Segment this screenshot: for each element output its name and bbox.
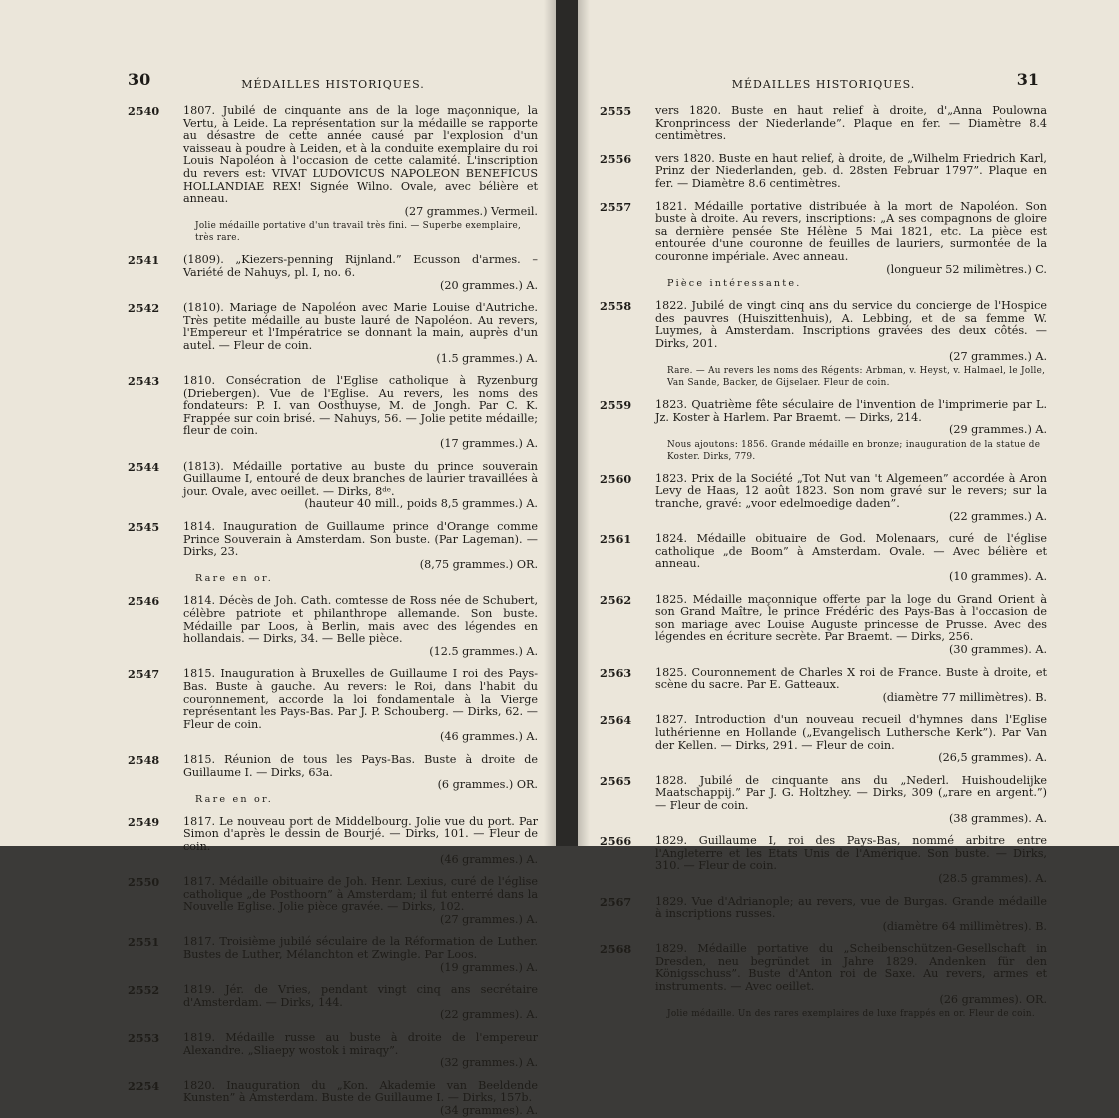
lot-description: 1815. Réunion de tous les Pays-Bas. Buste à droite de Guillaume I. — Dirks, 63a. (183, 752, 538, 779)
lot-weight: (10 grammes). A. (948, 570, 1047, 584)
lot-note: Rare en or. (195, 793, 273, 805)
lot-number: 2568 (600, 942, 632, 957)
lot-weight: (1.5 grammes.) A. (436, 351, 538, 365)
catalog-entry (128, 1032, 538, 1070)
lot-note: Rare en or. (195, 573, 273, 585)
lot-description: 1819. Médaille russe au buste à droite de l'empereur Alexandre. „Sliaepy wostok i miraqy”. (183, 1031, 538, 1057)
book-gutter (556, 0, 578, 846)
lot-note: Jolie médaille portative d'un travail très fini. — Superbe exemplaire, très rare. (195, 221, 522, 244)
lot-number: 2549 (128, 814, 160, 829)
catalog-entry (128, 302, 538, 365)
lot-number: 2564 (600, 713, 632, 728)
lot-note: Jolie médaille. Un des rares exemplaires de luxe frappés en or. Fleur de coin. (667, 1009, 1035, 1020)
lot-number: 2557 (600, 199, 632, 214)
lot-number: 2560 (600, 471, 632, 486)
lot-weight: (38 grammes). A. (948, 811, 1047, 825)
catalog-entry (128, 754, 538, 806)
lot-number: 2563 (600, 665, 632, 680)
lot-weight: (diamètre 64 millimètres). B. (882, 919, 1047, 933)
lot-number: 2544 (128, 459, 160, 474)
lot-weight: (diamètre 77 millimètres). B. (882, 690, 1047, 704)
lot-number: 2558 (600, 299, 632, 314)
catalog-entry (128, 984, 538, 1022)
lot-description: 1814. Décès de Joh. Cath. comtesse de Ross née de Schubert, célèbre patriote et philanthrope allemande. Son buste. Médaille par Loos, à Berlin, mais avec des légendes en hollandais. — Dirks, 34. — Belle pièce. (183, 594, 538, 646)
left-page (0, 0, 556, 1117)
lot-description: 1822. Jubilé de vingt cinq ans du service du concierge de l'Hospice des pauvres (Huiszittenhuis), A. Lebbing, et de sa femme W. Luymes, à Amsterdam. Inscriptions gravées des deux côtés. — Dirks, 201. (655, 299, 1047, 350)
lot-number: 2553 (128, 1031, 160, 1046)
lot-weight: (20 grammes.) A. (439, 278, 538, 292)
catalog-entry (600, 667, 1047, 705)
lot-description: 1825. Médaille maçonnique offerte par la loge du Grand Orient à son Grand Maître, le prince Frédéric des Pays-Bas à l'occasion de son mariage avec Louise Auguste princesse de Prusse. Avec des légendes en écriture secrète. Par Braemt. — Dirks, 256. (655, 592, 1047, 644)
lot-number: 2559 (600, 398, 632, 413)
lot-note: Nous ajoutons: 1856. Grande médaille en bronze; inauguration de la statue de Koster. Dirks, 779. (667, 439, 1041, 462)
catalog-entry (128, 105, 538, 244)
catalog-entry (600, 399, 1047, 463)
lot-number: 2541 (128, 253, 160, 268)
lot-description: 1823. Prix de la Société „Tot Nut van 't Algemeen” accordée à Aron Levy de Haas, 12 août 1823. Son nom gravé sur le revers; sur la tranche, gravé: „voor edelmoedige daden”. (655, 471, 1047, 511)
lot-number: 2254 (128, 1078, 160, 1093)
lot-number: 2556 (600, 151, 632, 166)
lot-number: 2540 (128, 104, 160, 118)
lot-description: 1815. Inauguration à Bruxelles de Guillaume I roi des Pays-Bas. Buste à gauche. Au revers: le Roi, dans l'habit du couronnement, accorde la loi fondamentale à la Vierge représentant les Pays-Bas. Par J. P. Schouberg. — Dirks, 62. — Fleur de coin. (183, 667, 538, 731)
lot-weight: (29 grammes.) A. (948, 423, 1047, 437)
lot-description: 1823. Quatrième fête séculaire de l'invention de l'imprimerie par L. Jz. Koster à Harlem. Par Braemt. — Dirks, 214. (655, 398, 1047, 424)
catalog-entry (128, 668, 538, 744)
lot-description: 1828. Jubilé de cinquante ans du „Nederl. Huishoudelijke Maatschappij.” Par J. G. Holtzhey. — Dirks, 309 („rare en argent.”) — Fleur de coin. (655, 773, 1047, 812)
running-head: MÉDAILLES HISTORIQUES. (241, 78, 425, 91)
catalog-entry (128, 375, 538, 451)
catalog-entry (600, 775, 1047, 825)
lot-number: 2545 (128, 520, 160, 535)
lot-note: Rare. — Au revers les noms des Régents: Arbman, v. Heyst, v. Halmael, le Jolle, Van Sande, Backer, de Gijselaer. Fleur de coin. (667, 366, 1046, 389)
catalog-entry (128, 461, 538, 511)
lot-weight: (27 grammes.) A. (948, 349, 1047, 363)
lot-number: 2567 (600, 894, 632, 909)
lot-number: 2561 (600, 532, 632, 547)
lot-note: Pièce intéressante. (667, 278, 802, 290)
lot-number: 2566 (600, 834, 632, 849)
lot-description: (1809). „Kiezers-penning Rijnland.” Ecusson d'armes. – Variété de Nahuys, pl. I, no. 6. (183, 253, 538, 279)
catalog-entry (600, 594, 1047, 657)
lot-weight: (longueur 52 milimètres.) C. (886, 262, 1047, 276)
right-page (578, 0, 1119, 1020)
lot-description: 1817. Médaille obituaire de Joh. Henr. Lexius, curé de l'église catholique „de Posthoorn” à Amsterdam; il fut enterré dans la Nouvelle Eglise. Jolie pièce gravée. — Dirks, 102. (183, 875, 538, 914)
catalog-entry (600, 714, 1047, 764)
running-head: MÉDAILLES HISTORIQUES. (731, 78, 916, 91)
lot-weight: (28.5 grammes). A. (938, 871, 1047, 885)
catalog-entry (128, 595, 538, 658)
catalog-entry (128, 816, 538, 866)
lot-description: 1817. Le nouveau port de Middelbourg. Jolie vue du port. Par Simon d'après le dessin de Bourjé. — Dirks, 101. — Fleur de coin. (183, 814, 538, 853)
lot-description: 1821. Médaille portative distribuée à la mort de Napoléon. Son buste à droite. Au revers, inscriptions: „A ses compagnons de gloire sa dernière pensée Ste Hélène 5 Mai 1821, etc. La pièce est entourée d'une couronne de feuilles de lauriers, surmontée de la couronne impériale. Avec anneau. (655, 199, 1047, 263)
lot-description: 1829. Vue d'Adrianople; au revers, vue de Burgas. Grande médaille à inscriptions russes. (655, 894, 1047, 921)
catalog-entry (600, 201, 1047, 291)
lot-number: 2548 (128, 752, 160, 767)
lot-weight: (27 grammes.) A. (439, 912, 538, 926)
lot-weight: (30 grammes). A. (948, 643, 1047, 656)
lot-description: (1810). Mariage de Napoléon avec Marie Louise d'Autriche. Très petite médaille au buste lauré de Napoléon. Au revers, l'Empereur et l'Impératrice se donnant la main, auprès d'un autel. — Fleur de coin. (183, 301, 538, 352)
catalog-entry (128, 254, 538, 292)
page-number: 30 (128, 70, 151, 89)
catalog-entry (600, 835, 1047, 885)
lot-description: vers 1820. Buste en haut relief à droite, d'„Anna Poulowna Kronprincess der Niederlande”. Plaque en fer. — Diamètre 8.4 centimètres. (655, 104, 1047, 143)
lot-number: 2565 (600, 773, 632, 788)
lot-number: 2546 (128, 594, 160, 609)
lot-weight: (12.5 grammes.) A. (429, 644, 538, 658)
lot-weight: (22 grammes). A. (439, 1008, 538, 1022)
catalog-entry (600, 943, 1047, 1020)
lot-number: 2552 (128, 983, 160, 998)
lot-weight: (22 grammes.) A. (948, 509, 1047, 523)
lot-number: 2543 (128, 374, 160, 389)
lot-weight: (17 grammes.) A. (439, 437, 538, 451)
lot-description: vers 1820. Buste en haut relief, à droite, de „Wilhelm Friedrich Karl, Prinz der Niederlanden, geb. d. 28sten Februar 1797”. Plaque en fer. — Diamètre 8.6 centimètres. (655, 151, 1047, 190)
lot-number: 2550 (128, 875, 160, 890)
lot-number: 2555 (600, 104, 632, 118)
lot-weight: (8,75 grammes.) OR. (419, 557, 538, 571)
lot-weight: (46 grammes.) A. (439, 852, 538, 866)
lot-description: 1810. Consécration de l'Eglise catholique à Ryzenburg (Driebergen). Vue de l'Eglise. Au revers, les noms des fondateurs: P. I. van Oosthuyse, M. de Jongh. Par C. K. Frappée sur coin brisé. — Nahuys, 56. — Jolie petite médaille; fleur de coin. (183, 374, 538, 438)
lot-number: 2562 (600, 592, 632, 607)
catalog-entry (600, 473, 1047, 523)
catalog-entry (128, 1080, 538, 1118)
lot-number: 2551 (128, 935, 160, 950)
lot-description: 1825. Couronnement de Charles X roi de France. Buste à droite, et scène du sacre. Par E. Gatteaux. (655, 665, 1047, 692)
lot-description: 1817. Troisième jubilé séculaire de la Réformation de Luther. Bustes de Luther, Mélanchton et Zwingle. Par Loos. (183, 935, 538, 962)
catalog-entry (128, 876, 538, 926)
catalog-entry (600, 153, 1047, 191)
lot-description: 1829. Guillaume I, roi des Pays-Bas, nommé arbitre entre l'Angleterre et les Etats Unis de l'Amérique. Son buste. — Dirks, 310. — Fleur de coin. (655, 834, 1047, 873)
lot-description: 1814. Inauguration de Guillaume prince d'Orange comme Prince Souverain à Amsterdam. Son buste. (Par Lageman). — Dirks, 23. (183, 520, 538, 559)
lot-description: 1824. Médaille obituaire de God. Molenaars, curé de l'église catholique „de Boom” à Amsterdam. Ovale. — Avec bélière et anneau. (655, 532, 1047, 571)
lot-description: 1827. Introduction d'un nouveau recueil d'hymnes dans l'Eglise luthérienne en Hollande („Evangelisch Luthersche Kerk”). Par Van der Kellen. — Dirks, 291. — Fleur de coin. (655, 713, 1047, 752)
lot-weight: (6 grammes.) OR. (437, 778, 538, 792)
catalog-entry (600, 896, 1047, 934)
lot-weight: (46 grammes.) A. (439, 730, 538, 744)
lot-weight: (27 grammes.) Vermeil. (404, 204, 538, 218)
lot-weight: (26,5 grammes). A. (938, 751, 1047, 765)
catalog-entry (600, 533, 1047, 583)
lot-description: 1807. Jubilé de cinquante ans de la loge maçonnique, la Vertu, à Leide. La représentation sur la médaille se rapporte au désastre de cette année causé par l'explosion d'un vaisseau à poudre à Leiden, et à la conduite exemplaire du roi Louis Napoléon à l'occasion de cette calamité. L'inscription du revers est: VIVAT LUDOVICUS NAPOLEON BENEFICUS HOLLANDIAE REX! Signée Wilno. Ovale, avec bélière et anneau. (183, 104, 538, 206)
lot-weight: (26 grammes). OR. (939, 992, 1047, 1006)
lot-description: 1829. Médaille portative du „Scheibenschützen-Gesellschaft in Dresden, neu begründet in Jahre 1829. Andenken für den Königsschuss”. Buste d'Anton roi de Saxe. Au revers, armes et instruments. — Avec oeillet. (655, 942, 1047, 994)
page-number: 31 (1016, 70, 1039, 89)
catalog-entry (600, 105, 1047, 143)
catalog-entries (128, 105, 538, 1118)
lot-number: 2547 (128, 667, 160, 682)
catalog-entry (600, 300, 1047, 389)
catalog-entry (128, 521, 538, 585)
catalog-entries (600, 105, 1047, 1020)
lot-weight: (hauteur 40 mill., poids 8,5 grammes.) A. (304, 497, 538, 511)
catalog-entry (128, 936, 538, 974)
lot-description: 1819. Jér. de Vries, pendant vingt cinq ans secrétaire d'Amsterdam. — Dirks, 144. (183, 983, 538, 1009)
lot-description: (1813). Médaille portative au buste du prince souverain Guillaume I, entouré de deux branches de laurier travaillées à jour. Ovale, avec oeillet. — Dirks, 8ᵈᵉ. (183, 459, 538, 498)
lot-number: 2542 (128, 301, 160, 316)
lot-description: 1820. Inauguration du „Kon. Akademie van Beeldende Kunsten” à Amsterdam. Buste de Guillaume I. — Dirks, 157b. (183, 1078, 538, 1105)
lot-weight: (32 grammes.) A. (439, 1056, 538, 1070)
lot-weight: (34 grammes). A. (439, 1104, 538, 1117)
lot-weight: (19 grammes.) A. (439, 960, 538, 974)
